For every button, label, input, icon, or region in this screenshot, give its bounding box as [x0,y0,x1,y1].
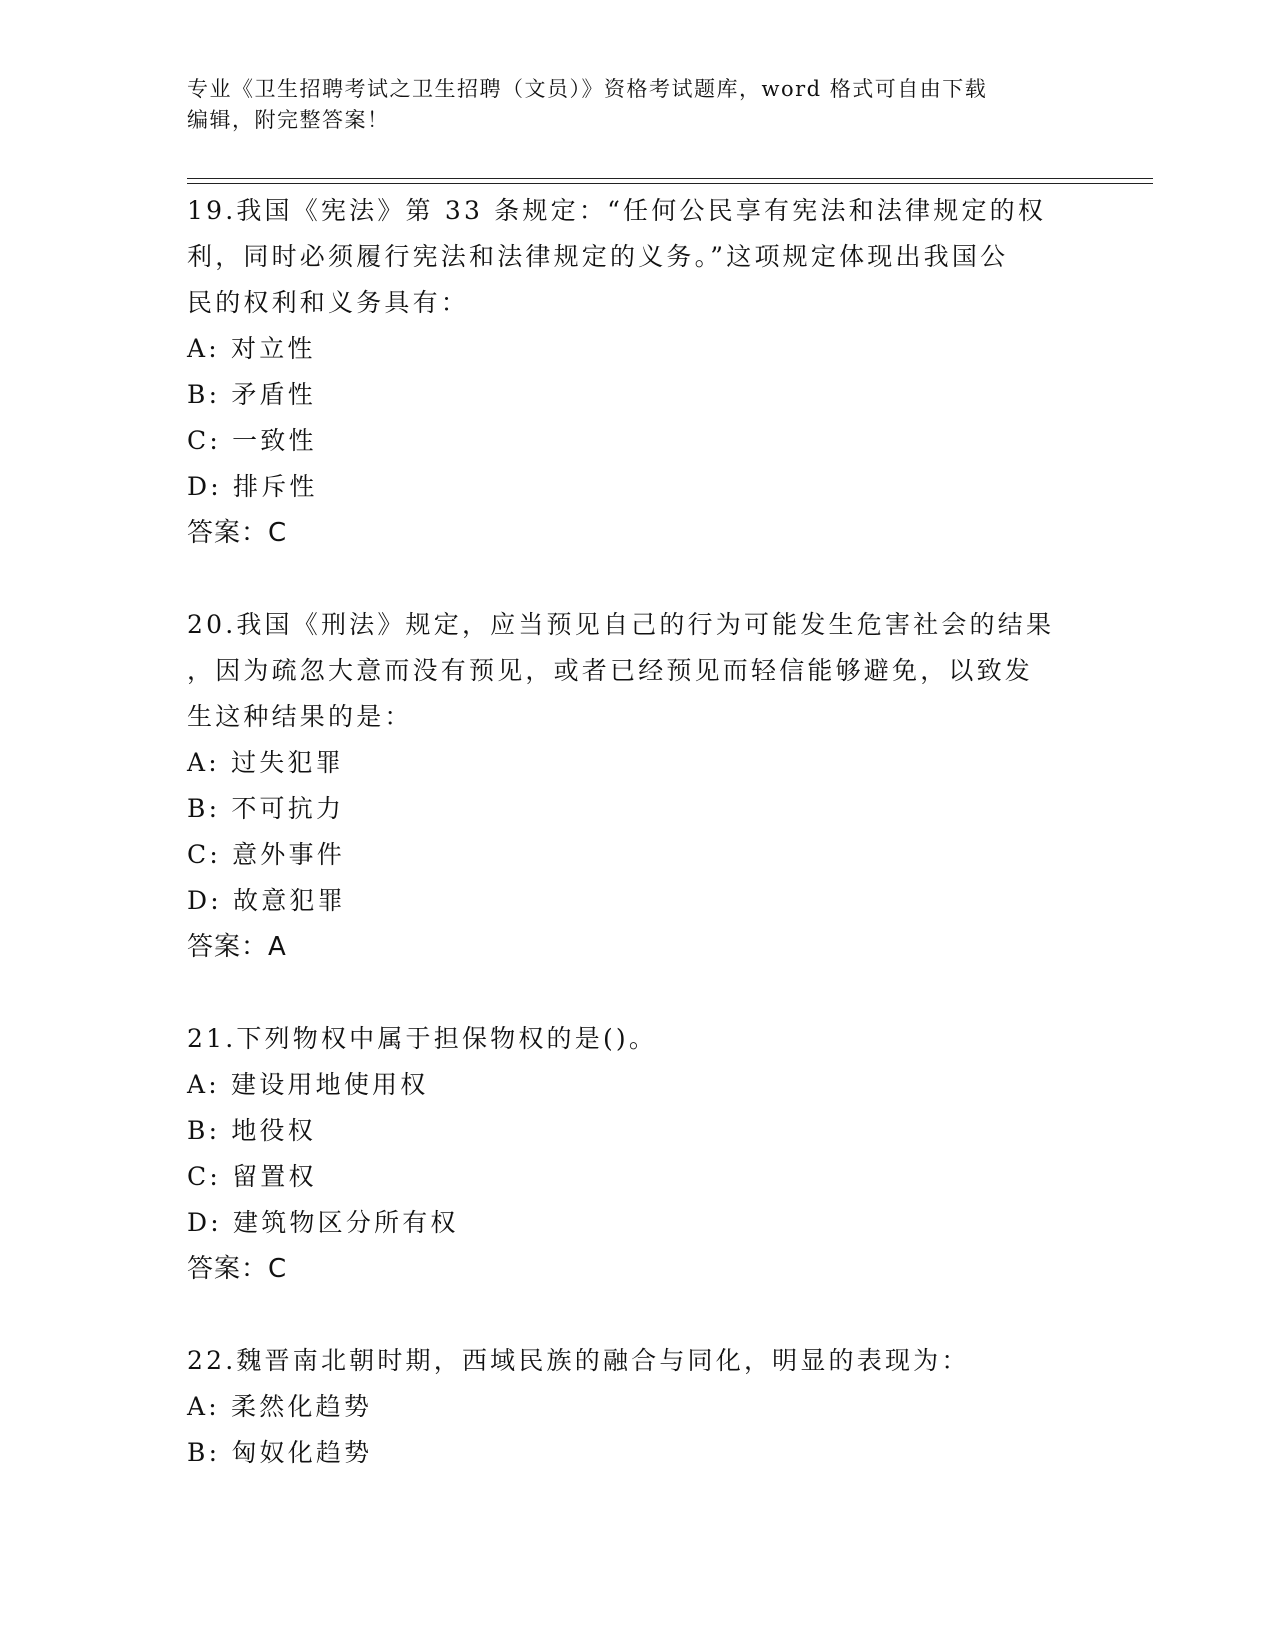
option-d: D: 故意犯罪 [187,886,346,915]
option-a: A: 过失犯罪 [187,748,344,777]
option-a: A: 柔然化趋势 [187,1392,373,1421]
option-a: A: 对立性 [187,334,316,363]
option-d: D: 排斥性 [187,472,318,501]
option-d: D: 建筑物区分所有权 [187,1208,459,1237]
question-stem: 22.魏晋南北朝时期，西域民族的融合与同化，明显的表现为： [187,1346,970,1375]
option-c: C: 留置权 [187,1162,317,1191]
option-b: B: 不可抗力 [187,794,345,823]
answer-line: 答案：C [187,518,288,548]
question-stem: 19.我国《宪法》第 33 条规定：“任何公民享有宪法和法律规定的权 利，同时必须履行宪法和法律规定的义务。”这项规定体现出我国公 民的权利和义务具有： [187,196,1047,317]
question-20 [187,602,1087,970]
document-header: 专业《卫生招聘考试之卫生招聘（文员）》资格考试题库，word 格式可自由下载 编辑，附完整答案！ [187,77,988,132]
option-b: B: 匈奴化趋势 [187,1438,373,1467]
option-a: A: 建设用地使用权 [187,1070,429,1099]
question-22 [187,1338,1087,1476]
question-21 [187,1016,1087,1292]
question-list [187,188,1087,1522]
header-divider-top [187,178,1153,179]
question-stem: 20.我国《刑法》规定，应当预见自己的行为可能发生危害社会的结果 ，因为疏忽大意而没有预见，或者已经预见而轻信能够避免，以致发 生这种结果的是： [187,610,1055,731]
question-stem: 21.下列物权中属于担保物权的是()。 [187,1024,658,1053]
question-19 [187,188,1087,556]
header-divider-bottom [187,183,1153,184]
answer-line: 答案：C [187,1254,288,1284]
option-c: C: 一致性 [187,426,317,455]
option-b: B: 地役权 [187,1116,316,1145]
answer-line: 答案：A [187,932,287,962]
option-c: C: 意外事件 [187,840,345,869]
option-b: B: 矛盾性 [187,380,316,409]
